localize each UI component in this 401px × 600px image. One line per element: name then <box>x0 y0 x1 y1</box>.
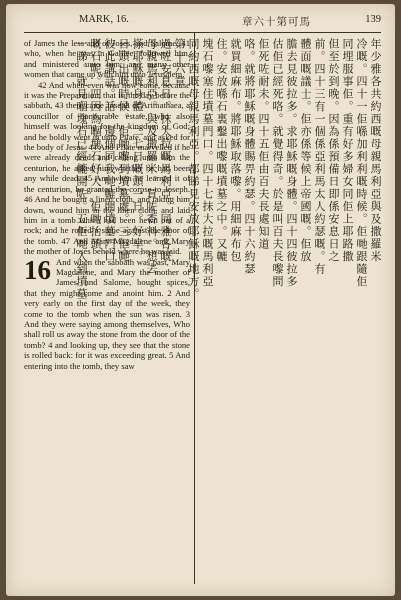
chapter-number: 16 <box>24 254 51 285</box>
english-paragraph: of James the less and of Joses, and Salome; 41 who, when he was in Galilee, followed him, and ministered unto him; and many other women that came up with him unto Jerusalem. <box>24 38 190 80</box>
book-page <box>6 4 395 596</box>
page-header <box>24 14 381 30</box>
chinese-text-column: 年少雅各共約西嘅母親馬利亞與及撒羅米 <box>369 38 382 263</box>
chinese-text-column: 冷嘅。四十一佢喺加利利嘅時候。佢哋跟隨佢 <box>355 38 368 288</box>
chinese-text-column: 過咗安息日。抹大拉嘅馬利亞。同雅各嘅 <box>159 38 172 263</box>
chinese-text-column: 同埋服事佢。重有好多婦女同佢上耶路撒 <box>341 38 354 263</box>
chinese-text-column: 第十六章 <box>173 38 186 88</box>
chinese-text-column: 搽耶穌嘅身體。二七日嘅頭一日。好早。 <box>131 38 144 263</box>
chinese-text-column: 估佢已經死咯。就覺得奇。於是叫百夫長嚟問 <box>271 38 284 288</box>
running-head-english: MARK, 16. <box>79 14 129 25</box>
chinese-text-column: 就買細麻布。將耶穌取落嚟。用細麻布包 <box>229 38 242 263</box>
chinese-text-column: 膽去見彼拉多。求耶穌嘅身體。四十四彼拉多 <box>285 38 298 288</box>
chinese-text-column: 但至於到晚。因為係預備日即係安息日之 <box>327 38 340 263</box>
page-number: 139 <box>365 14 381 25</box>
chinese-text-column: 一睇。就見嗰塊石已經轆開咗。五佢哋入到墳墓 <box>75 38 88 301</box>
header-rule <box>24 32 381 33</box>
chinese-text-column: 體面嘅議士。佢亦係等候上帝國嘅。佢放 <box>299 38 312 263</box>
chinese-text-column: 日頭出嘅時候。佢哋嚟到墳墓處。三佢哋 <box>117 38 130 263</box>
running-head-chinese: 章六十第可馬 <box>242 17 311 28</box>
chinese-text-column: 母親馬利亞。與及撒羅米。買咗香料。想去 <box>145 38 158 276</box>
chinese-text-column: 住。安放喺石裏鑿出嚟嘅墳墓之中。又轆 <box>215 38 228 263</box>
chinese-text-column: 前。四十三有一個係亞利馬太人約瑟嘅。有 <box>313 38 326 276</box>
chinese-text-column: 佢死咗耐未。四十五佢由百夫長處知道 <box>257 38 270 251</box>
chinese-text-column: 彼此講話。話。邊個同我哋轆開墳墓門口 <box>103 38 116 263</box>
chinese-text-column: 塊石嚟塞住墳墓門口。四十七抹大拉嘅馬利亞 <box>201 38 214 288</box>
chinese-text-column: 咯。就將耶穌嘅身體賜畀約瑟。四十六約瑟 <box>243 38 256 276</box>
english-paragraph: 42 And when even was now come, because it was the Preparation, that is, the day before the sabbath, 43 there came Joseph of Arimathaea, a councillor of honourable estate, who also himself was looking for the kingdom of God; and he boldly went in unto Pilate, and asked for the body of Jesus. 44 And Pilate marvelled if he were already dead: and calling unto him the centurion, he asked him whether he had been any while dead. 45 And when he learned it of the centurion, he granted the corpse to Joseph. 46 And he bought a linen cloth, and taking him down, wound him in the linen cloth, and laid him in a tomb which had been hewn out of a rock; and he rolled a stone against the door of the tomb. 47 And Mary Magdalene and Mary the mother of Joses beheld where he was laid. <box>24 79 190 257</box>
chapter-text: And when the sabbath was past, Mary Magdalene, and Mary the mother of James, and Salome, bought spices, that they might come and anoint him. 2 And very early on the first day of the week, they come to the tomb when the sun was risen. 3 And they were saying among themselves, Who shall roll us away the stone from the door of the tomb? 4 and looking up, they see that the stone is rolled back: for it was exceeding great. 5 And entering into the tomb, they saw <box>24 256 190 371</box>
chinese-text-column: 同約西嘅母親馬利亞。都睇見安放耶穌嘅地方。 <box>187 38 200 301</box>
chinese-text-column: 嘅石呢。四因為嗰塊石好大。佢哋抬頭 <box>89 38 102 251</box>
